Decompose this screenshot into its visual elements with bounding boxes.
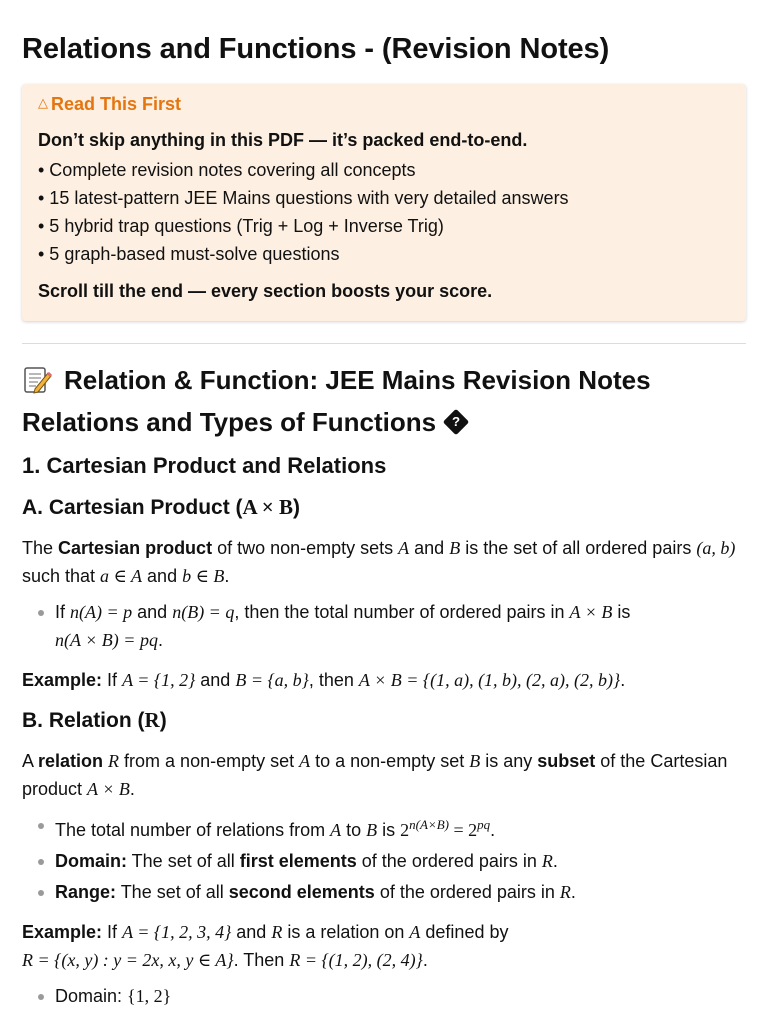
math-exponent: n(A×B): [409, 817, 449, 832]
math: R = {(x, y) : y = 2x, x, y ∈ A}: [22, 950, 234, 970]
bold-term: Cartesian product: [58, 538, 213, 558]
bold-term: second elements: [228, 882, 375, 902]
math: b ∈ B: [182, 566, 225, 586]
cartesian-definition: [22, 534, 746, 590]
text: , then: [308, 670, 359, 690]
math: B = {a, b}: [235, 670, 309, 690]
subsection-a-heading-math: A × B: [242, 495, 294, 519]
math: n(A × B) = pq: [55, 630, 158, 650]
callout-bullet-list: [38, 156, 730, 268]
text: of the Cartesian product: [22, 751, 728, 799]
subsection-b-heading-suffix: ): [159, 709, 167, 732]
text: A: [22, 751, 39, 771]
list-item: [55, 878, 746, 906]
list-item: [55, 847, 746, 875]
text: .: [570, 882, 576, 902]
math: R: [559, 882, 571, 902]
text: .: [422, 950, 428, 970]
math: a ∈ A: [100, 566, 143, 586]
math-exponent: pq: [477, 817, 491, 832]
text: to a non-empty set: [310, 751, 470, 771]
math: A: [409, 922, 421, 942]
text: .: [224, 566, 230, 586]
text: is: [612, 602, 631, 622]
text: The set of all: [127, 851, 240, 871]
callout-lead: Don’t skip anything in this PDF — it’s packed end-to-end.: [38, 130, 528, 150]
text: Domain:: [55, 986, 128, 1006]
divider: [22, 343, 746, 344]
text: and: [409, 538, 450, 558]
math: = 2: [448, 820, 478, 840]
bold-term: subset: [537, 751, 596, 771]
math: {1, 2}: [127, 986, 172, 1006]
text: , then the total number of ordered pairs in: [234, 602, 570, 622]
text: defined by: [420, 922, 509, 942]
math: R: [271, 922, 283, 942]
math: 2: [400, 820, 410, 840]
relation-example: [22, 918, 746, 974]
text: of two non-empty sets: [212, 538, 399, 558]
math: A × B = {(1, a), (1, b), (2, a), (2, b)}: [358, 670, 621, 690]
list-item: [55, 811, 746, 844]
math: A: [330, 820, 342, 840]
math: A × B: [87, 779, 130, 799]
text: and: [142, 566, 183, 586]
types-heading: [22, 405, 746, 439]
callout-bullet: • 5 graph-based must-solve questions: [38, 244, 340, 264]
callout-title: [38, 92, 730, 116]
text: . Then: [233, 950, 290, 970]
text: and: [231, 922, 272, 942]
page-title: Relations and Functions - (Revision Notes): [22, 33, 610, 65]
text: If: [55, 602, 71, 622]
read-first-callout: [22, 84, 746, 321]
text: .: [129, 779, 135, 799]
math: B: [366, 820, 378, 840]
text: from a non-empty set: [119, 751, 300, 771]
memo-icon: [22, 365, 52, 395]
text: If: [102, 922, 123, 942]
callout-title-text: Read This First: [51, 94, 182, 114]
text: such that: [22, 566, 101, 586]
subsection-a-heading-suffix: ): [293, 496, 301, 519]
bold-label: Domain:: [55, 851, 127, 871]
cartesian-example: [22, 666, 746, 694]
example-label: Example:: [22, 670, 103, 690]
example-label: Example:: [22, 922, 103, 942]
subsection-b-heading-math: R: [144, 708, 160, 732]
callout-bullet: • 5 hybrid trap questions (Trig + Log + Inverse Trig): [38, 216, 444, 236]
callout-bullet: • 15 latest-pattern JEE Mains questions with very detailed answers: [38, 188, 569, 208]
relation-example-bullets: [22, 982, 746, 1010]
math: A × B: [569, 602, 613, 622]
text: to: [341, 820, 367, 840]
bold-label: Range:: [55, 882, 117, 902]
text: The total number of relations from: [55, 820, 331, 840]
math: n(A) = p: [70, 602, 133, 622]
list-item: [55, 598, 746, 654]
subsection-b-heading: [22, 706, 746, 735]
relation-bullets: [22, 811, 746, 906]
notes-heading: [22, 363, 746, 397]
text: .: [552, 851, 558, 871]
replacement-character-icon: ?: [443, 409, 469, 435]
text: The: [22, 538, 59, 558]
text: is a relation on: [282, 922, 410, 942]
text: The set of all: [116, 882, 229, 902]
types-heading-text: Relations and Types of Functions: [22, 407, 437, 437]
math: A: [299, 751, 311, 771]
warning-triangle-icon: △: [38, 95, 48, 110]
math: A = {1, 2, 3, 4}: [122, 922, 232, 942]
subsection-a-heading-prefix: A. Cartesian Product (: [22, 496, 243, 519]
math: A: [398, 538, 410, 558]
subsection-b-heading-prefix: B. Relation (: [22, 709, 145, 732]
math: R = {(1, 2), (2, 4)}: [289, 950, 423, 970]
list-item: [55, 982, 746, 1010]
text: .: [490, 820, 496, 840]
text: .: [157, 630, 163, 650]
text: is any: [480, 751, 538, 771]
text: of the ordered pairs in: [356, 851, 542, 871]
cartesian-bullets: [22, 598, 746, 654]
math: n(B) = q: [172, 602, 235, 622]
notes-heading-text: Relation & Function: JEE Mains Revision Notes: [64, 365, 651, 395]
math: (a, b): [696, 538, 736, 558]
text: and: [132, 602, 173, 622]
text: If: [102, 670, 123, 690]
math: B: [469, 751, 481, 771]
text: of the ordered pairs in: [374, 882, 560, 902]
math: R: [541, 851, 553, 871]
bold-term: first elements: [239, 851, 357, 871]
subsection-a-heading: [22, 493, 746, 522]
math: A = {1, 2}: [122, 670, 196, 690]
bold-term: relation: [38, 751, 104, 771]
text: .: [620, 670, 626, 690]
math: B: [449, 538, 461, 558]
callout-footer: Scroll till the end — every section boosts your score.: [38, 281, 493, 301]
relation-definition: [22, 747, 746, 803]
text: and: [195, 670, 236, 690]
callout-bullet: • Complete revision notes covering all concepts: [38, 160, 416, 180]
text: is: [377, 820, 401, 840]
text: is the set of all ordered pairs: [460, 538, 697, 558]
math: R: [108, 751, 120, 771]
section-1-heading: 1. Cartesian Product and Relations: [22, 453, 387, 478]
